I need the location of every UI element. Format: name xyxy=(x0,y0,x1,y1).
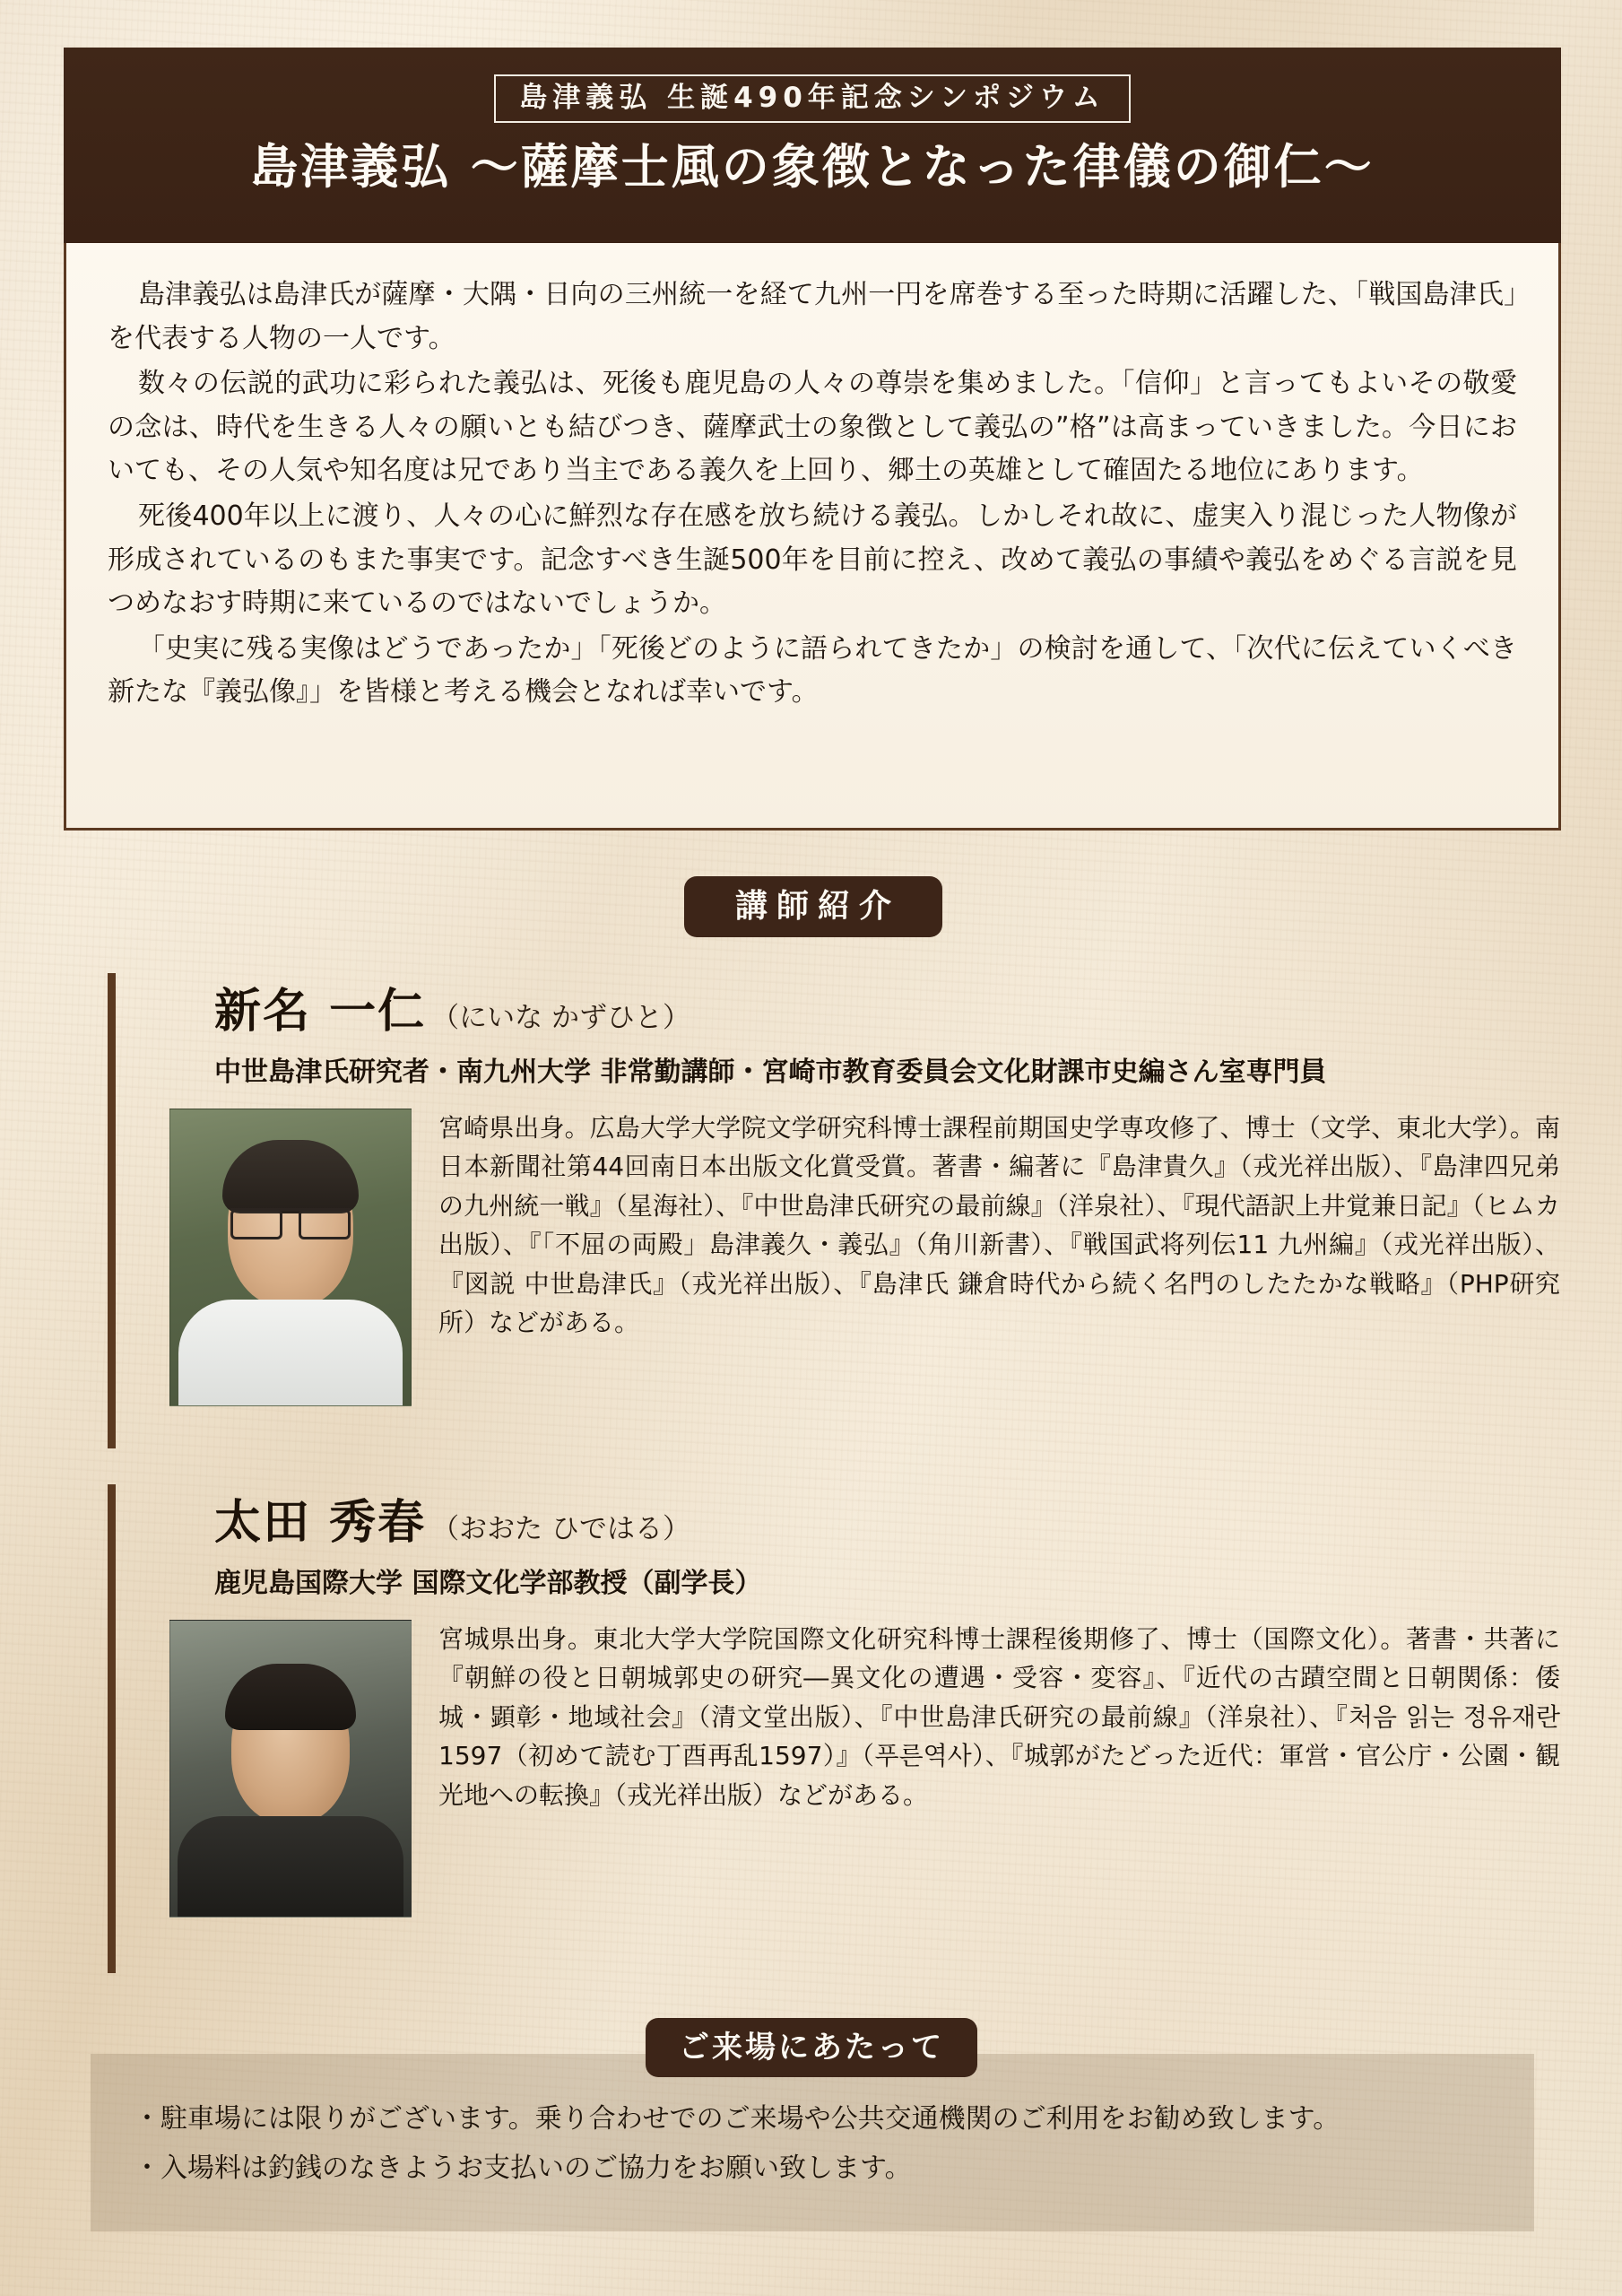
speaker-biography: 宮崎県出身。広島大学大学院文学研究科博士課程前期国史学専攻修了、博士（文学、東北大学）。南日本新聞社第44回南日本出版文化賞受賞。著書・編著に『島津貴久』（戎光祥出版）、『島津四兄弟の九州統一戦』（星海社）、『中世島津氏研究の最前線』（洋泉社）、『現代語訳上井覚兼日記』（ヒムカ出版）、『「不屈の両殿」島津義久・義弘』（角川新書）、『戦国武将列伝11 九州編』（戎光祥出版）、『図説 中世島津氏』（戎光祥出版）、『島津氏 鎌倉時代から続く名門のしたたかな戦略』（PHP研究所）などがある。 xyxy=(438,1113,1560,1337)
speaker-biography: 宮城県出身。東北大学大学院国際文化研究科博士課程後期修了、博士（国際文化）。著書・共著に『朝鮮の役と日朝城郭史の研究―異文化の遭遇・受容・変容』、『近代の古蹟空間と日朝関係：倭城・顕彰・地域社会』（清文堂出版）、『中世島津氏研究の最前線』（洋泉社）、『처음 읽는 정유재란 1597（初めて読む丁酉再乱1597）』（푸른역사）、『城郭がたどった近代：軍営・官公庁・公園・観光地への転換』（戎光祥出版）などがある。 xyxy=(438,1624,1560,1810)
speaker-name-kana: （おおた ひではる） xyxy=(431,1513,690,1545)
portrait-shirt-shape xyxy=(178,1816,403,1917)
speaker-name: 新名 一仁 xyxy=(214,985,427,1039)
speaker-name-kana: （にいな かずひと） xyxy=(431,1002,690,1034)
speakers-section-heading: 講師紹介 xyxy=(684,876,942,937)
poster-header xyxy=(64,48,1561,243)
speaker-affiliation: 中世島津氏研究者・南九州大学 非常勤講師・宮崎市教育委員会文化財課市史編さん室専門員 xyxy=(214,1057,1327,1088)
speaker-affiliation: 鹿児島国際大学 国際文化学部教授（副学長） xyxy=(214,1568,762,1599)
intro-paragraph: 島津義弘は島津氏が薩摩・大隅・日向の三州統一を経て九州一円を席巻する至った時期に活躍した、「戦国島津氏」を代表する人物の一人です。 xyxy=(108,279,1517,354)
speaker-body xyxy=(169,1620,1560,1918)
portrait-hair-shape xyxy=(222,1140,359,1213)
speaker-name-row xyxy=(169,1484,1560,1552)
intro-box xyxy=(64,243,1561,831)
intro-paragraph: 「史実に残る実像はどうであったか」「死後どのように語られてきたか」の検討を通して、「次代に伝えていくべき新たな『義弘像』」を皆様と考える機会となれば幸いです。 xyxy=(108,632,1517,709)
speaker-card xyxy=(108,973,1560,1448)
visit-section-heading: ご来場にあたって xyxy=(646,2018,977,2077)
visit-note: ・駐車場には限りがございます。乗り合わせでのご来場や公共交通機関のご利用をお勧め致します。 xyxy=(134,2103,1340,2135)
portrait-hair-shape xyxy=(225,1664,356,1730)
glasses-icon xyxy=(230,1208,351,1238)
portrait-shirt-shape xyxy=(178,1300,403,1405)
speaker-card xyxy=(108,1484,1560,1973)
visit-note: ・入場料は釣銭のなきようお支払いのご協力をお願い致します。 xyxy=(134,2152,912,2184)
intro-paragraph: 数々の伝説的武功に彩られた義弘は、死後も鹿児島の人々の尊崇を集めました。「信仰」と言ってもよいその敬愛の念は、時代を生きる人々の願いとも結びつき、薩摩武士の象徴として義弘の”格”は高まっていきました。今日においても、その人気や知名度は兄であり当主である義久を上回り、郷土の英雄として確固たる地位にあります。 xyxy=(108,368,1517,487)
speaker-body xyxy=(169,1109,1560,1406)
speaker-name: 太田 秀春 xyxy=(214,1496,427,1550)
intro-paragraph: 死後400年以上に渡り、人々の心に鮮烈な存在感を放ち続ける義弘。しかしそれ故に、虚実入り混じった人物像が形成されているのもまた事実です。記念すべき生誕500年を目前に控え、改めて義弘の事績や義弘をめぐる言説を見つめなおす時期に来ているのではないでしょうか。 xyxy=(108,500,1517,620)
header-subtitle: 島津義弘 生誕490年記念シンポジウム xyxy=(494,74,1130,123)
page-title: 島津義弘 〜薩摩士風の象徴となった律儀の御仁〜 xyxy=(250,140,1375,196)
speaker-name-row xyxy=(169,973,1560,1040)
speaker-portrait-photo xyxy=(169,1620,412,1918)
visit-notes-box xyxy=(91,2054,1534,2231)
speaker-portrait-photo xyxy=(169,1109,412,1406)
